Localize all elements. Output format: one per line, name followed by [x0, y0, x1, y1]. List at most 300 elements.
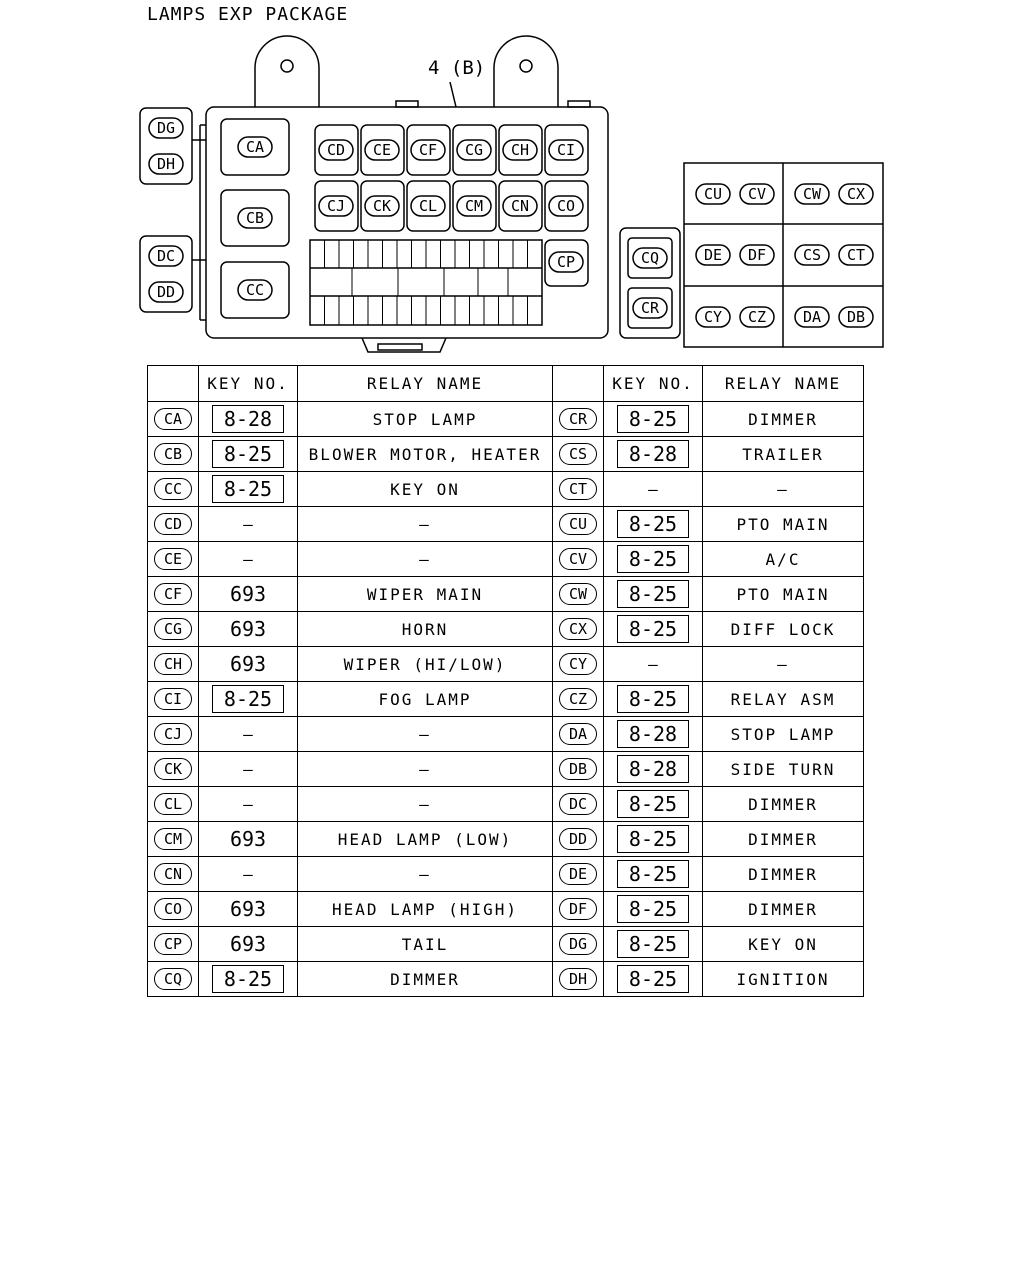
relay-code: CD: [154, 513, 192, 535]
key-number: 8-28: [212, 405, 284, 433]
name-cell: [298, 892, 553, 927]
code-cell: [553, 752, 604, 787]
name-cell: [298, 822, 553, 857]
table-row: [148, 822, 864, 857]
key-number: —: [243, 514, 253, 534]
key-cell: [604, 647, 703, 682]
key-number: —: [243, 759, 253, 779]
diagram-code-label: [633, 248, 667, 268]
relay-name: —: [419, 864, 431, 884]
diagram-code-label: [795, 245, 829, 265]
name-cell: [703, 402, 864, 437]
table-header-row: [148, 366, 864, 402]
name-cell: [298, 717, 553, 752]
table-row: [148, 927, 864, 962]
table-row: [148, 962, 864, 997]
diagram-code-label: [696, 245, 730, 265]
diagram-code-label: [839, 307, 873, 327]
key-cell: [199, 577, 298, 612]
relay-name: —: [777, 479, 789, 499]
relay-code: DB: [559, 758, 597, 780]
code-text: DF: [747, 246, 767, 264]
code-text: CQ: [640, 249, 660, 267]
table-row: [148, 472, 864, 507]
name-cell: [703, 927, 864, 962]
table-row: [148, 857, 864, 892]
relay-code: CV: [559, 548, 597, 570]
table-row: [148, 577, 864, 612]
key-number: —: [648, 654, 658, 674]
key-number: 8-25: [617, 965, 689, 993]
relay-code: CG: [154, 618, 192, 640]
relay-name: STOP LAMP: [730, 724, 836, 744]
key-number: 693: [229, 827, 267, 851]
relay-code: CR: [559, 408, 597, 430]
relay-code: DF: [559, 898, 597, 920]
name-cell: [298, 472, 553, 507]
diagram-code-label: [319, 140, 353, 160]
table-row: [148, 787, 864, 822]
key-cell: [604, 927, 703, 962]
key-number: —: [243, 864, 253, 884]
key-cell: [199, 822, 298, 857]
code-cell: [553, 717, 604, 752]
diagram-code-label: [457, 196, 491, 216]
code-cell: [553, 927, 604, 962]
name-cell: [298, 577, 553, 612]
relay-name: A/C: [765, 549, 801, 569]
key-cell: [604, 542, 703, 577]
key-cell: [199, 857, 298, 892]
key-cell: [199, 787, 298, 822]
key-cell: [199, 437, 298, 472]
diagram-code-label: [149, 246, 183, 266]
code-text: CN: [510, 197, 530, 215]
code-cell: [553, 647, 604, 682]
diagram-code-label: [319, 196, 353, 216]
name-cell: [298, 507, 553, 542]
key-number: 8-28: [617, 440, 689, 468]
relay-code: CE: [154, 548, 192, 570]
relay-code: CO: [154, 898, 192, 920]
code-cell: [553, 682, 604, 717]
relay-name: WIPER MAIN: [366, 584, 484, 604]
diagram-code-label: [365, 196, 399, 216]
relay-name: —: [419, 514, 431, 534]
code-text: CP: [556, 253, 576, 271]
code-cell: [148, 857, 199, 892]
code-text: CK: [372, 197, 392, 215]
key-cell: [199, 927, 298, 962]
code-text: CU: [703, 185, 723, 203]
relay-name: —: [419, 549, 431, 569]
key-number: 8-25: [617, 615, 689, 643]
code-text: DG: [156, 119, 176, 137]
code-text: CI: [556, 141, 576, 159]
key-cell: [199, 717, 298, 752]
name-cell: [703, 822, 864, 857]
relay-name: —: [419, 759, 431, 779]
relay-name: DIMMER: [748, 409, 818, 429]
relay-code: CH: [154, 653, 192, 675]
key-number: 693: [229, 652, 267, 676]
key-number: 8-25: [617, 510, 689, 538]
code-cell: [553, 612, 604, 647]
key-cell: [604, 857, 703, 892]
code-text: CJ: [326, 197, 346, 215]
code-cell: [148, 717, 199, 752]
code-cell: [148, 892, 199, 927]
key-number: 8-25: [617, 895, 689, 923]
relay-name: HEAD LAMP (HIGH): [331, 899, 519, 919]
code-text: CO: [556, 197, 576, 215]
key-cell: [604, 787, 703, 822]
code-text: DE: [703, 246, 723, 264]
key-cell: [199, 752, 298, 787]
relay-name: PTO MAIN: [736, 584, 830, 604]
relay-name: SIDE TURN: [730, 759, 836, 779]
header-code-left: [148, 366, 199, 402]
key-number: 693: [229, 897, 267, 921]
key-cell: [604, 437, 703, 472]
code-cell: [553, 542, 604, 577]
key-cell: [604, 612, 703, 647]
code-cell: [148, 682, 199, 717]
table-row: [148, 682, 864, 717]
key-cell: [199, 542, 298, 577]
name-cell: [703, 507, 864, 542]
table-row: [148, 752, 864, 787]
key-cell: [199, 402, 298, 437]
relay-name: DIMMER: [390, 969, 460, 989]
diagram-code-label: [740, 245, 774, 265]
key-cell: [604, 892, 703, 927]
code-cell: [553, 577, 604, 612]
relay-name: TRAILER: [742, 444, 824, 464]
name-cell: [298, 437, 553, 472]
name-cell: [298, 647, 553, 682]
relay-name: —: [419, 794, 431, 814]
diagram-code-label: [365, 140, 399, 160]
key-cell: [604, 822, 703, 857]
diagram-code-label: [549, 196, 583, 216]
diagram-code-label: [696, 184, 730, 204]
relay-name: DIFF LOCK: [730, 619, 836, 639]
relay-code: CN: [154, 863, 192, 885]
key-number: 8-25: [617, 860, 689, 888]
diagram-code-label: [740, 307, 774, 327]
page-title: LAMPS EXP PACKAGE: [147, 4, 349, 25]
diagram-code-label: [149, 282, 183, 302]
relay-name: HEAD LAMP (LOW): [337, 829, 513, 849]
relay-code: CZ: [559, 688, 597, 710]
key-cell: [604, 577, 703, 612]
key-number: 8-25: [212, 440, 284, 468]
relay-code: CX: [559, 618, 597, 640]
key-number: 8-25: [617, 580, 689, 608]
key-number: 8-28: [617, 755, 689, 783]
code-cell: [553, 402, 604, 437]
diagram-code-label: [795, 307, 829, 327]
code-text: CS: [802, 246, 822, 264]
diagram-code-label: [411, 140, 445, 160]
key-number: —: [243, 724, 253, 744]
header-name-left: RELAY NAME: [298, 366, 553, 402]
key-number: 693: [229, 617, 267, 641]
relay-code: DD: [559, 828, 597, 850]
key-cell: [199, 472, 298, 507]
name-cell: [703, 647, 864, 682]
table-body: [148, 402, 864, 997]
name-cell: [298, 962, 553, 997]
relay-code: CC: [154, 478, 192, 500]
key-number: 693: [229, 932, 267, 956]
key-number: 8-25: [212, 685, 284, 713]
key-cell: [199, 612, 298, 647]
relay-code: CY: [559, 653, 597, 675]
diagram-code-label: [238, 208, 272, 228]
key-cell: [604, 507, 703, 542]
code-cell: [148, 752, 199, 787]
relay-name: KEY ON: [390, 479, 460, 499]
relay-code: CW: [559, 583, 597, 605]
code-cell: [148, 542, 199, 577]
name-cell: [703, 892, 864, 927]
table-row: [148, 612, 864, 647]
code-cell: [553, 962, 604, 997]
key-cell: [604, 682, 703, 717]
code-cell: [148, 472, 199, 507]
header-key-left: KEY NO.: [199, 366, 298, 402]
name-cell: [703, 612, 864, 647]
table-row: [148, 402, 864, 437]
relay-name: —: [777, 654, 789, 674]
relay-code: CB: [154, 443, 192, 465]
diagram-code-label: [696, 307, 730, 327]
code-text: CV: [747, 185, 767, 203]
code-text: CF: [418, 141, 438, 159]
key-number: 8-25: [617, 790, 689, 818]
callout-label: 4 (B): [428, 57, 486, 79]
relay-code: CA: [154, 408, 192, 430]
diagram-code-label: [549, 140, 583, 160]
code-text: CR: [640, 299, 660, 317]
relay-code: DE: [559, 863, 597, 885]
code-cell: [148, 402, 199, 437]
table-row: [148, 647, 864, 682]
table-row: [148, 542, 864, 577]
code-text: DH: [156, 155, 176, 173]
relay-table: [147, 365, 864, 997]
key-cell: [199, 647, 298, 682]
key-cell: [604, 752, 703, 787]
relay-name: DIMMER: [748, 899, 818, 919]
code-cell: [148, 612, 199, 647]
relay-code: DC: [559, 793, 597, 815]
key-number: 8-25: [617, 545, 689, 573]
name-cell: [298, 787, 553, 822]
name-cell: [703, 542, 864, 577]
header-code-right: [553, 366, 604, 402]
code-text: CB: [245, 209, 265, 227]
code-text: CW: [802, 185, 822, 203]
table-row: [148, 507, 864, 542]
code-text: CD: [326, 141, 346, 159]
diagram-code-label: [839, 184, 873, 204]
table-row: [148, 437, 864, 472]
relay-name: FOG LAMP: [378, 689, 472, 709]
name-cell: [703, 962, 864, 997]
relay-name: DIMMER: [748, 829, 818, 849]
key-number: 8-28: [617, 720, 689, 748]
key-number: 8-25: [617, 405, 689, 433]
relay-name: IGNITION: [736, 969, 830, 989]
diagram-code-label: [839, 245, 873, 265]
relay-name: PTO MAIN: [736, 514, 830, 534]
key-cell: [604, 402, 703, 437]
code-cell: [148, 962, 199, 997]
name-cell: [703, 857, 864, 892]
key-number: 8-25: [617, 685, 689, 713]
name-cell: [298, 752, 553, 787]
header-key-right: KEY NO.: [604, 366, 703, 402]
code-cell: [148, 647, 199, 682]
key-cell: [199, 892, 298, 927]
code-text: CC: [245, 281, 265, 299]
name-cell: [703, 787, 864, 822]
relay-name: WIPER (HI/LOW): [343, 654, 507, 674]
code-text: CT: [846, 246, 866, 264]
relay-name: DIMMER: [748, 864, 818, 884]
code-cell: [553, 507, 604, 542]
relay-name: —: [419, 724, 431, 744]
key-number: —: [243, 794, 253, 814]
code-cell: [553, 892, 604, 927]
diagram-code-label: [795, 184, 829, 204]
name-cell: [298, 857, 553, 892]
diagram-code-label: [411, 196, 445, 216]
key-cell: [604, 962, 703, 997]
diagram-code-label: [633, 298, 667, 318]
relay-name: DIMMER: [748, 794, 818, 814]
relay-name: BLOWER MOTOR, HEATER: [308, 444, 542, 464]
key-number: 8-25: [212, 475, 284, 503]
relay-code: CP: [154, 933, 192, 955]
relay-code: DG: [559, 933, 597, 955]
key-cell: [199, 507, 298, 542]
code-text: DB: [846, 308, 866, 326]
code-text: CG: [464, 141, 484, 159]
table-row: [148, 717, 864, 752]
relay-code: CL: [154, 793, 192, 815]
key-number: 8-25: [617, 825, 689, 853]
diagram-code-label: [238, 137, 272, 157]
key-number: 8-25: [212, 965, 284, 993]
code-text: CL: [418, 197, 438, 215]
code-text: DC: [156, 247, 176, 265]
code-cell: [553, 787, 604, 822]
relay-name: RELAY ASM: [730, 689, 836, 709]
key-cell: [604, 717, 703, 752]
relay-code: CK: [154, 758, 192, 780]
relay-code: CJ: [154, 723, 192, 745]
relay-name: TAIL: [401, 934, 449, 954]
name-cell: [298, 682, 553, 717]
relay-code: CS: [559, 443, 597, 465]
relay-code: DA: [559, 723, 597, 745]
diagram-code-label: [503, 140, 537, 160]
relay-code: CU: [559, 513, 597, 535]
diagram-code-label: [457, 140, 491, 160]
key-cell: [199, 962, 298, 997]
code-cell: [553, 857, 604, 892]
code-cell: [148, 787, 199, 822]
relay-code: CI: [154, 688, 192, 710]
name-cell: [703, 577, 864, 612]
relay-name: STOP LAMP: [372, 409, 478, 429]
code-cell: [148, 577, 199, 612]
code-cell: [148, 822, 199, 857]
relay-code: CF: [154, 583, 192, 605]
relay-name: HORN: [401, 619, 449, 639]
key-number: —: [648, 479, 658, 499]
code-text: DA: [802, 308, 822, 326]
diagram-code-label: [740, 184, 774, 204]
relay-name: KEY ON: [748, 934, 818, 954]
code-text: CH: [510, 141, 530, 159]
code-text: CY: [703, 308, 723, 326]
diagram-code-label: [149, 154, 183, 174]
name-cell: [298, 927, 553, 962]
diagram-code-label: [149, 118, 183, 138]
fuse-box-diagram: [0, 0, 1024, 360]
name-cell: [298, 542, 553, 577]
relay-code: CT: [559, 478, 597, 500]
code-text: CZ: [747, 308, 767, 326]
code-text: CM: [464, 197, 484, 215]
code-cell: [148, 507, 199, 542]
relay-code: DH: [559, 968, 597, 990]
name-cell: [703, 437, 864, 472]
code-text: CX: [846, 185, 866, 203]
key-number: 693: [229, 582, 267, 606]
key-number: 8-25: [617, 930, 689, 958]
code-cell: [148, 927, 199, 962]
code-text: CA: [245, 138, 265, 156]
name-cell: [298, 612, 553, 647]
code-cell: [148, 437, 199, 472]
code-cell: [553, 437, 604, 472]
diagram-code-label: [503, 196, 537, 216]
code-cell: [553, 472, 604, 507]
name-cell: [703, 717, 864, 752]
name-cell: [298, 402, 553, 437]
relay-code: CQ: [154, 968, 192, 990]
header-name-right: RELAY NAME: [703, 366, 864, 402]
diagram-code-label: [549, 252, 583, 272]
key-cell: [199, 682, 298, 717]
name-cell: [703, 472, 864, 507]
code-text: CE: [372, 141, 392, 159]
key-number: —: [243, 549, 253, 569]
code-text: DD: [156, 283, 176, 301]
key-cell: [604, 472, 703, 507]
diagram-code-label: [238, 280, 272, 300]
relay-code: CM: [154, 828, 192, 850]
code-cell: [553, 822, 604, 857]
table-row: [148, 892, 864, 927]
name-cell: [703, 682, 864, 717]
